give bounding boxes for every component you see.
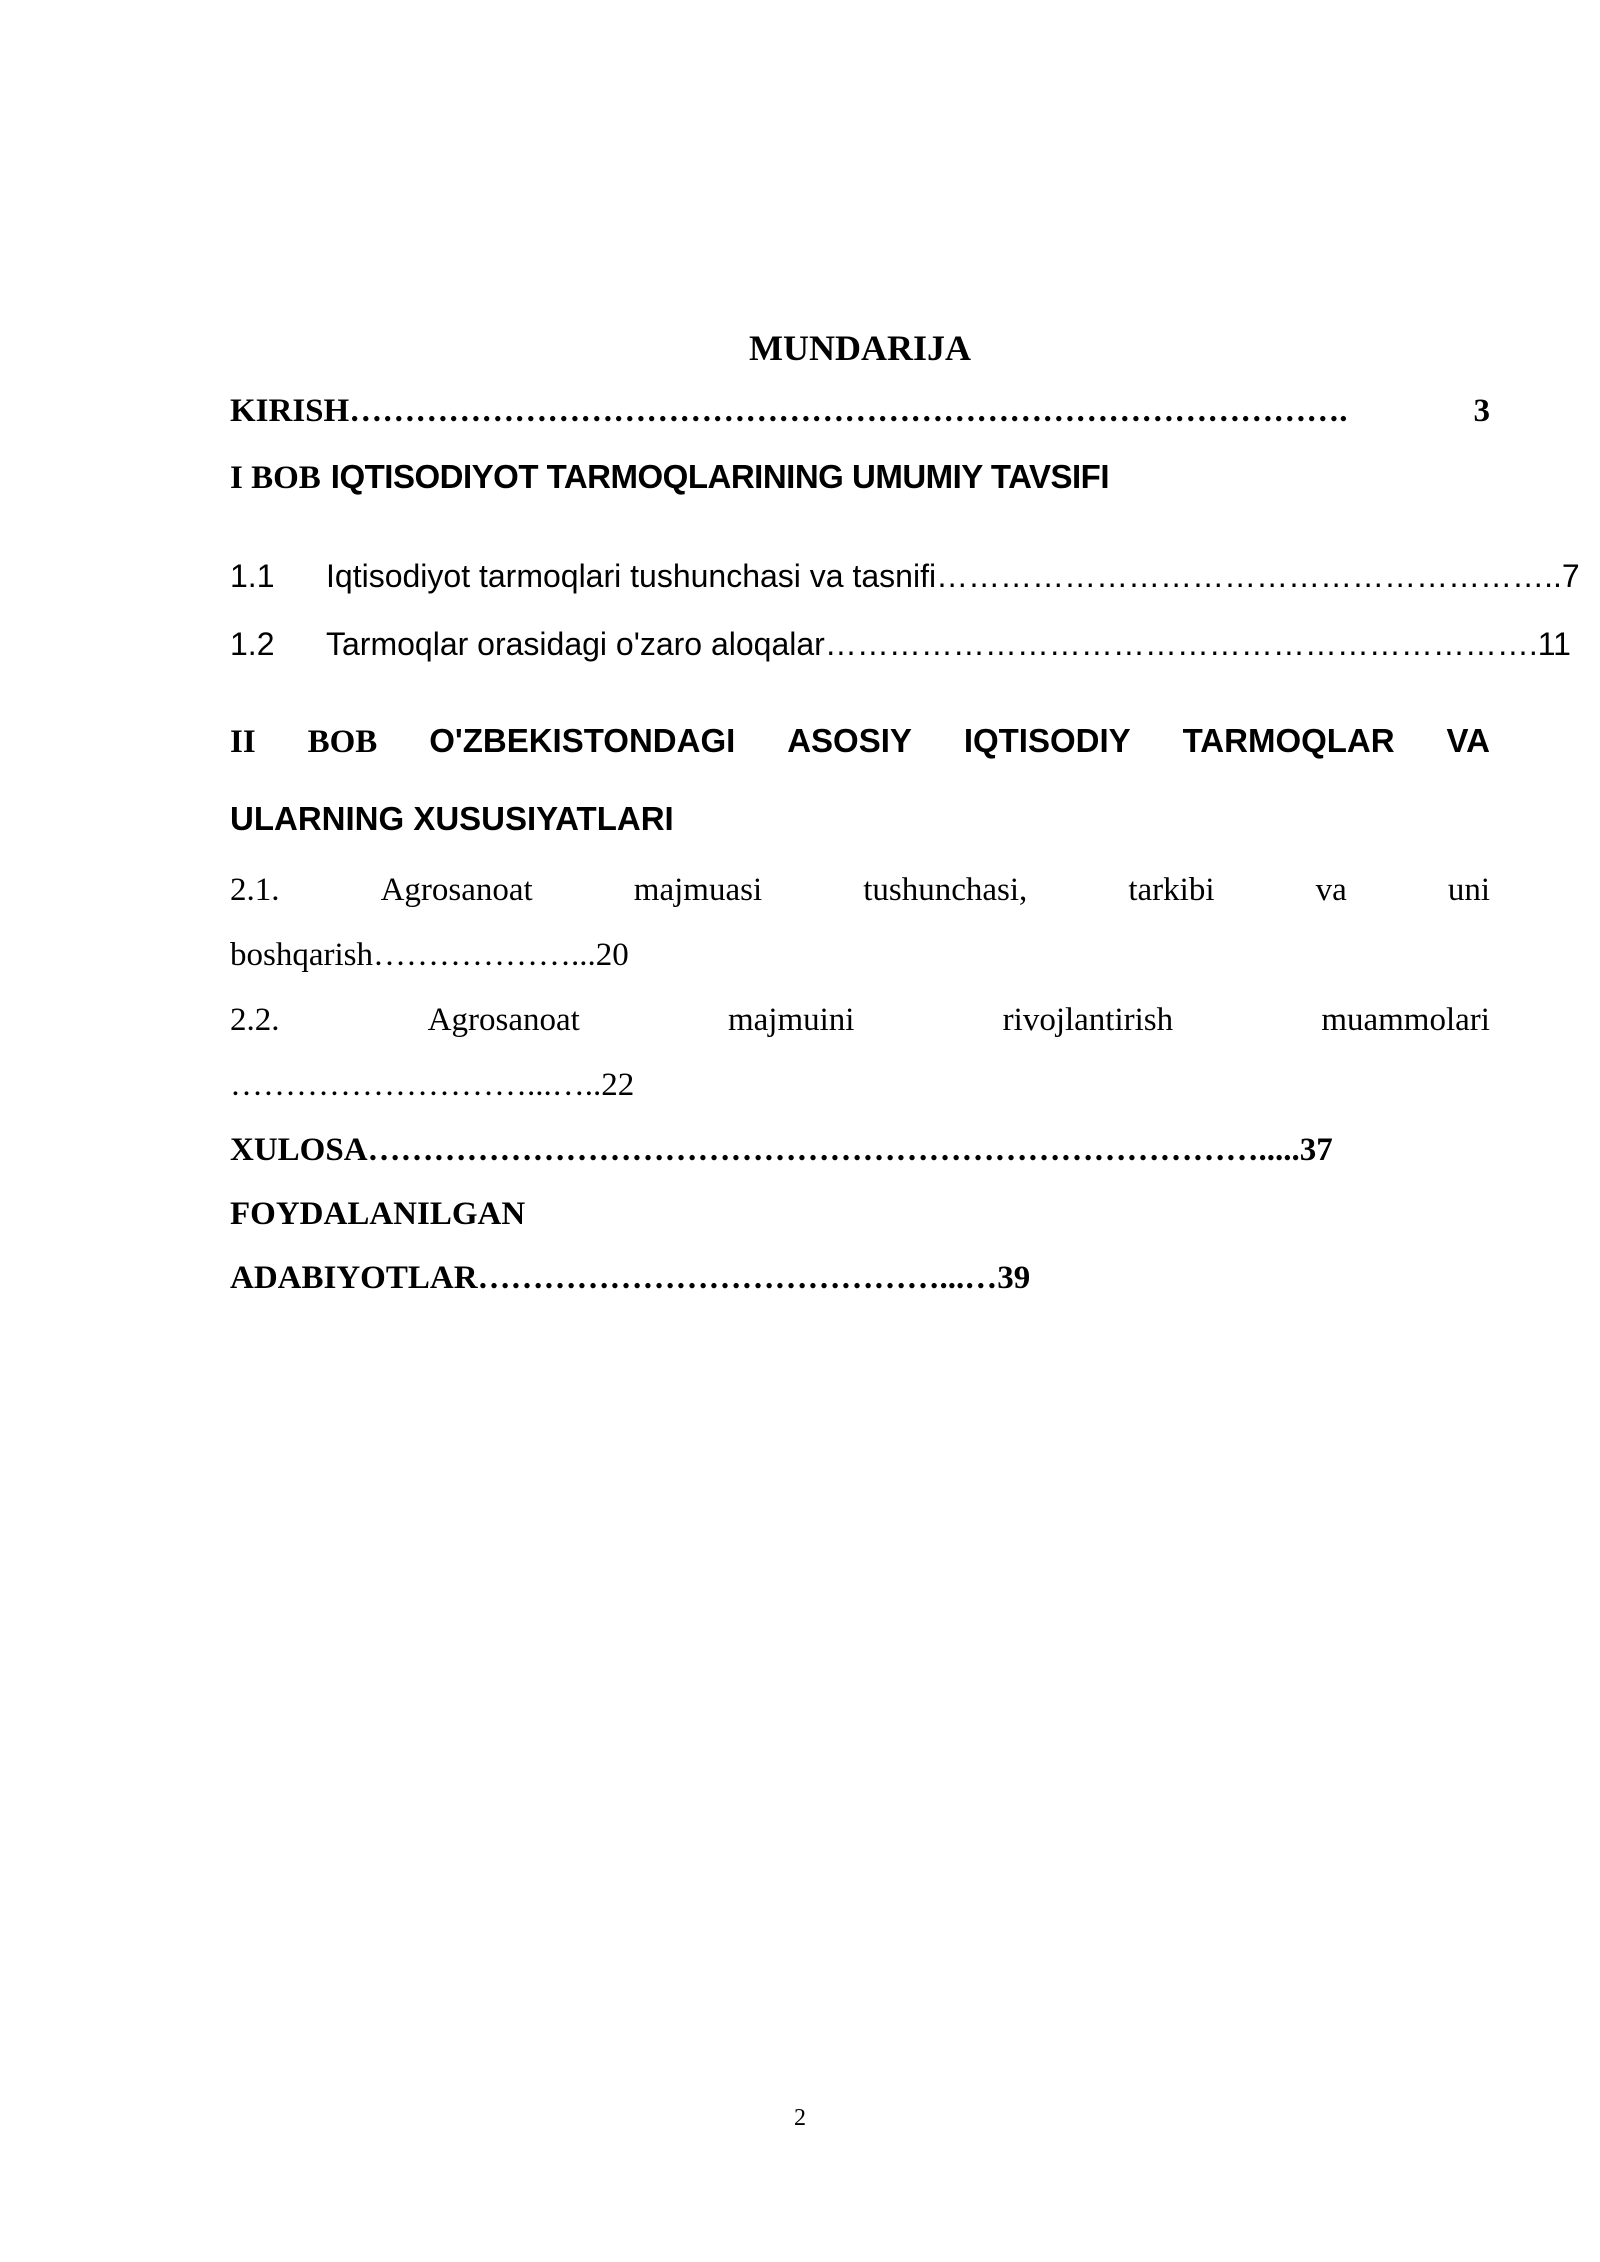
chapter-prefix: I BOB bbox=[230, 460, 321, 496]
toc-chapter-1[interactable] bbox=[230, 444, 1490, 510]
toc-leader: ………………………………………………….. bbox=[936, 558, 1562, 594]
chapter-word: O'ZBEKISTONDAGI bbox=[429, 722, 736, 759]
chapter-prefix: BOB bbox=[307, 724, 378, 760]
toc-entry-word: tushunchasi, bbox=[863, 872, 1028, 908]
toc-entry-kirish[interactable] bbox=[230, 378, 1490, 444]
chapter-word: IQTISODIY bbox=[963, 722, 1131, 759]
chapter-word: TARMOQLAR bbox=[1182, 722, 1395, 759]
toc-entry-label: Tarmoqlar orasidagi o'zaro aloqalar bbox=[326, 626, 825, 662]
toc-entry-1-2[interactable] bbox=[230, 610, 1571, 678]
toc-entry-2-1[interactable] bbox=[230, 858, 1490, 922]
toc-entry-2-2-continued[interactable]: ………………………...…..22 bbox=[230, 1067, 635, 1103]
toc-entry-number: 1.2 bbox=[230, 626, 275, 662]
toc-entry-word: rivojlantirish bbox=[1002, 1002, 1174, 1038]
toc-entry-word: uni bbox=[1447, 872, 1490, 908]
toc-entry-word: 2.1. bbox=[230, 872, 280, 908]
chapter-title: IQTISODIYOT TARMOQLARINING UMUMIY TAVSIFI bbox=[330, 458, 1109, 495]
chapter-title-line2: ULARNING XUSUSIYATLARI bbox=[230, 800, 674, 837]
toc-entry-adabiyotlar[interactable]: ADABIYOTLAR……………………………………...…39 bbox=[230, 1260, 1031, 1296]
toc-entry-word: va bbox=[1315, 872, 1347, 908]
chapter-prefix: II bbox=[230, 724, 256, 760]
toc-entry-word: muammolari bbox=[1321, 1002, 1490, 1038]
toc-entry-word: tarkibi bbox=[1128, 872, 1215, 908]
toc-entry-2-1-continued[interactable]: boshqarish………………...20 bbox=[230, 937, 629, 973]
toc-entry-number: 1.1 bbox=[230, 558, 275, 594]
toc-entry-word: majmuasi bbox=[633, 872, 763, 908]
toc-chapter-2-continued[interactable] bbox=[230, 780, 1490, 858]
toc-entry-foydalanilgan[interactable]: FOYDALANILGAN bbox=[230, 1196, 526, 1232]
toc-entry-label: Iqtisodiyot tarmoqlari tushunchasi va tasnifi bbox=[326, 558, 937, 594]
toc-entry-page: 11 bbox=[1537, 626, 1571, 662]
toc-entry-word: 2.2. bbox=[230, 1002, 280, 1038]
toc-entry-word: Agrosanoat bbox=[427, 1002, 580, 1038]
toc-entry-label: KIRISH bbox=[230, 393, 350, 429]
toc-entry-word: majmuini bbox=[727, 1002, 855, 1038]
toc-entry-xulosa[interactable]: XULOSA……………………………………………………………………….....37 bbox=[230, 1132, 1333, 1168]
toc-entry-word: Agrosanoat bbox=[380, 872, 533, 908]
chapter-word: ASOSIY bbox=[787, 722, 912, 759]
page-number: 2 bbox=[794, 2105, 806, 2131]
toc-entry-1-1[interactable] bbox=[230, 542, 1580, 610]
toc-title: MUNDARIJA bbox=[749, 328, 971, 368]
toc-entry-page: 7 bbox=[1561, 558, 1580, 594]
toc-entry-2-2[interactable] bbox=[230, 988, 1490, 1052]
table-of-contents bbox=[230, 318, 1580, 1310]
toc-chapter-2[interactable] bbox=[230, 702, 1490, 780]
chapter-word: VA bbox=[1446, 722, 1490, 759]
toc-entry-page: 3 bbox=[1473, 393, 1490, 429]
toc-leader: ………………………………………………………………………………. bbox=[349, 393, 1348, 429]
toc-leader: …………………………………………………………. bbox=[824, 626, 1538, 662]
